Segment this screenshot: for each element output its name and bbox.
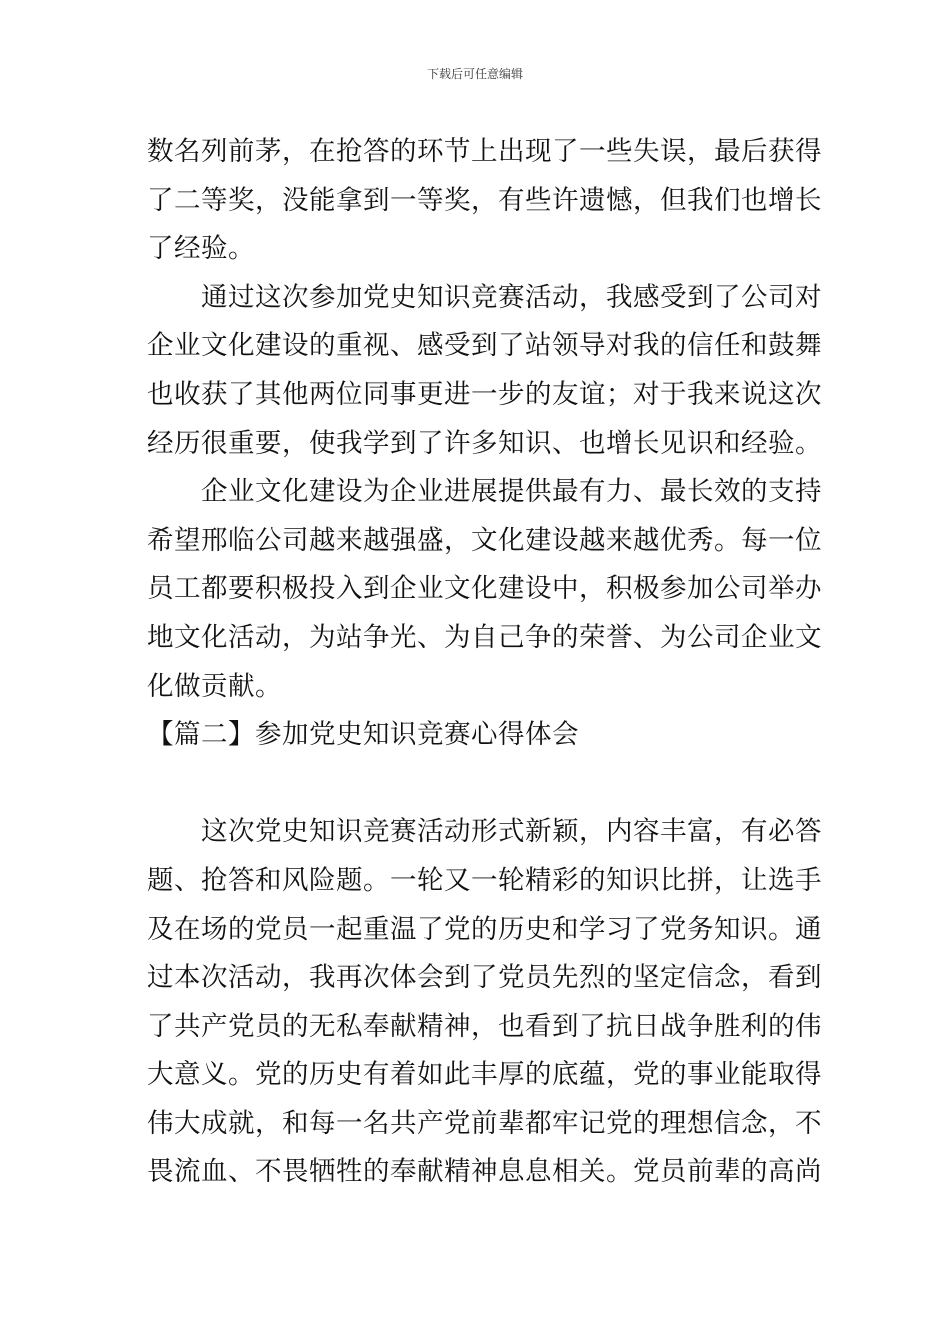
text-line: 及在场的党员一起重温了党的历史和学习了党务知识。通	[147, 913, 822, 945]
text-line: 了经验。	[147, 233, 255, 265]
paragraph-1	[147, 128, 822, 274]
blank-line	[147, 760, 807, 809]
text-line: 了共产党员的无私奉献精神，也看到了抗日战争胜利的伟	[147, 1010, 822, 1042]
text-line: 化做贡献。	[147, 670, 282, 702]
text-line: 伟大成就，和每一名共产党前辈都牢记党的理想信念，不	[147, 1107, 822, 1139]
text-line: 这次党史知识竞赛活动形式新颖，内容丰富，有必答	[147, 816, 822, 848]
text-line: 也收获了其他两位同事更进一步的友谊；对于我来说这次	[147, 378, 822, 410]
text-line: 地文化活动，为站争光、为自己争的荣誉、为公司企业文	[147, 621, 822, 653]
text-line: 数名列前茅，在抢答的环节上出现了一些失误，最后获得	[147, 136, 822, 167]
text-line: 了二等奖，没能拿到一等奖，有些许遗憾，但我们也增长	[147, 184, 822, 216]
paragraph-2	[147, 274, 822, 468]
page-header: 下载后可任意编辑	[426, 67, 523, 81]
text-line: 大意义。党的历史有着如此丰厚的底蕴，党的事业能取得	[147, 1059, 822, 1091]
text-line: 畏流血、不畏牺牲的奉献精神息息相关。党员前辈的高尚	[147, 1156, 822, 1188]
text-line: 过本次活动，我再次体会到了党员先烈的坚定信念，看到	[147, 962, 822, 994]
text-line: 通过这次参加党史知识竞赛活动，我感受到了公司对	[147, 281, 822, 313]
paragraph-4	[147, 808, 822, 1197]
text-line: 经历很重要，使我学到了许多知识、也增长见识和经验。	[147, 427, 822, 459]
text-line: 题、抢答和风险题。一轮又一轮精彩的知识比拼，让选手	[147, 864, 822, 896]
text-line: 员工都要积极投入到企业文化建设中，积极参加公司举办	[147, 573, 822, 605]
section-heading: 【篇二】参加党史知识竞赛心得体会	[147, 719, 579, 751]
text-line: 企业文化建设为企业进展提供最有力、最长效的支持	[147, 476, 822, 508]
text-line: 希望邢临公司越来越强盛，文化建设越来越优秀。每一位	[147, 524, 822, 556]
paragraph-3	[147, 468, 822, 711]
document-body	[147, 128, 822, 1197]
text-line: 企业文化建设的重视、感受到了站领导对我的信任和鼓舞	[147, 330, 822, 362]
